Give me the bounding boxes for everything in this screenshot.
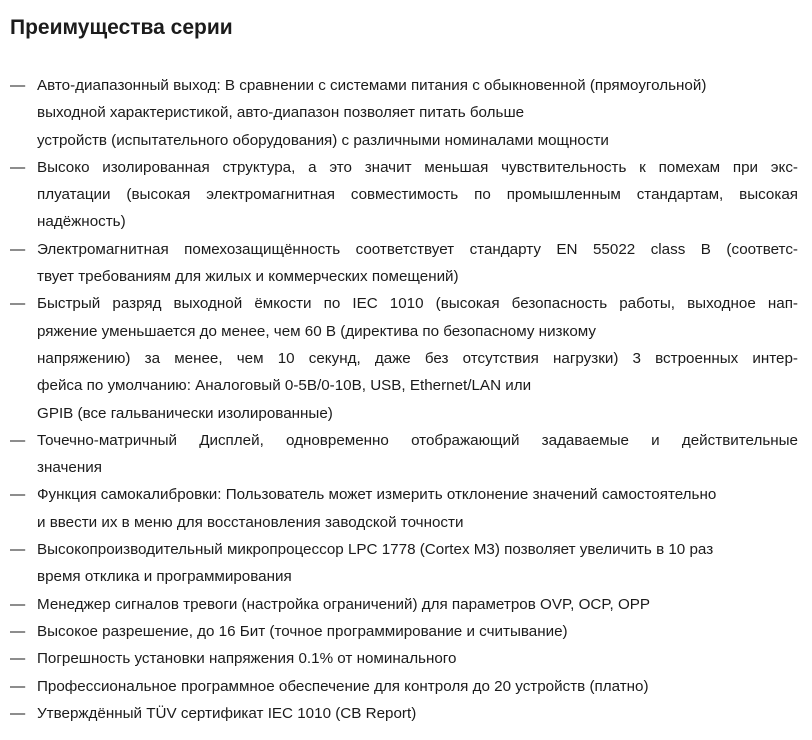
benefit-text: [37, 700, 798, 727]
benefit-item: [0, 481, 812, 536]
benefit-line: и ввести их в меню для восстановления заводской точности: [37, 513, 464, 531]
benefit-text: [37, 673, 798, 700]
benefit-line: выходной характеристикой, авто-диапазон позволяет питать больше: [37, 104, 525, 122]
benefit-line: Высоко изолированная структура, а это значит меньшая чувствительность к помехам при экс-: [37, 158, 798, 176]
benefit-item: [0, 536, 812, 591]
benefit-line: Функция самокалибровки: Пользователь может измерить отклонение значений самостоятельно: [37, 486, 717, 504]
benefit-text: [37, 618, 798, 645]
benefit-text: [37, 481, 798, 536]
benefit-text: [37, 536, 798, 591]
bullet-dash: —: [10, 486, 26, 504]
benefit-line: Авто-диапазонный выход: В сравнении с системами питания с обыкновенной (прямоугольной): [37, 77, 707, 94]
benefit-item: [0, 591, 812, 618]
benefit-line: время отклика и программирования: [37, 568, 292, 586]
page-title: Преимущества серии: [10, 16, 233, 39]
benefit-text: [37, 645, 798, 672]
benefit-line: Быстрый разряд выходной ёмкости по IEC 1010 (высокая безопасность работы, выходное нап-: [37, 295, 798, 313]
benefit-line: напряжению) за менее, чем 10 секунд, даже без отсутствия нагрузки) 3 встроенных интер-: [37, 349, 798, 367]
benefit-line: надёжность): [37, 213, 126, 231]
benefit-text: [37, 591, 798, 618]
benefit-line: фейса по умолчанию: Аналоговый 0-5В/0-10В, USB, Ethernet/LAN или: [37, 377, 532, 395]
benefit-item: [0, 72, 812, 154]
bullet-dash: —: [10, 677, 26, 695]
bullet-dash: —: [10, 295, 26, 313]
benefit-line: Утверждённый TÜV сертификат IEC 1010 (CB Report): [37, 704, 417, 722]
bullet-dash: —: [10, 541, 26, 559]
benefit-item: [0, 427, 812, 482]
benefit-text: [37, 154, 798, 236]
bullet-dash: —: [10, 240, 26, 258]
benefit-text: [37, 290, 798, 426]
benefit-item: [0, 700, 812, 727]
benefit-line: GPIB (все гальванически изолированные): [37, 404, 333, 422]
bullet-dash: —: [10, 77, 26, 94]
benefit-text: [37, 236, 798, 291]
benefit-text: [37, 72, 798, 154]
benefit-item: [0, 673, 812, 700]
benefit-item: [0, 618, 812, 645]
benefit-line: значения: [37, 459, 102, 477]
benefits-list: [0, 72, 812, 727]
benefit-item: [0, 236, 812, 291]
benefit-line: Высокое разрешение, до 16 Бит (точное программирование и считывание): [37, 622, 568, 640]
benefit-text: [37, 427, 798, 482]
bullet-dash: —: [10, 431, 26, 449]
benefit-line: плуатации (высокая электромагнитная совместимость по промышленным стандартам, высокая: [37, 186, 798, 204]
bullet-dash: —: [10, 595, 26, 613]
benefit-line: ряжение уменьшается до менее, чем 60 В (директива по безопасному низкому: [37, 322, 596, 340]
bullet-dash: —: [10, 704, 26, 722]
bullet-dash: —: [10, 622, 26, 640]
benefit-line: Высокопроизводительный микропроцессор LPC 1778 (Cortex M3) позволяет увеличить в 10 раз: [37, 541, 714, 559]
bullet-dash: —: [10, 650, 26, 668]
benefit-line: Профессиональное программное обеспечение для контроля до 20 устройств (платно): [37, 677, 649, 695]
benefit-line: Точечно-матричный Дисплей, одновременно отображающий задаваемые и действительные: [37, 431, 798, 449]
benefit-line: устройств (испытательного оборудования) с различными номиналами мощности: [37, 131, 609, 149]
bullet-dash: —: [10, 158, 26, 176]
benefit-line: Погрешность установки напряжения 0.1% от номинального: [37, 650, 457, 668]
benefit-line: Электромагнитная помехозащищённость соответствует стандарту EN 55022 class B (соответс-: [37, 240, 798, 258]
benefit-line: твует требованиям для жилых и коммерческих помещений): [37, 268, 459, 286]
benefit-item: [0, 154, 812, 236]
benefit-item: [0, 290, 812, 426]
benefit-item: [0, 645, 812, 672]
benefit-line: Менеджер сигналов тревоги (настройка ограничений) для параметров OVP, OCP, OPP: [37, 595, 651, 613]
